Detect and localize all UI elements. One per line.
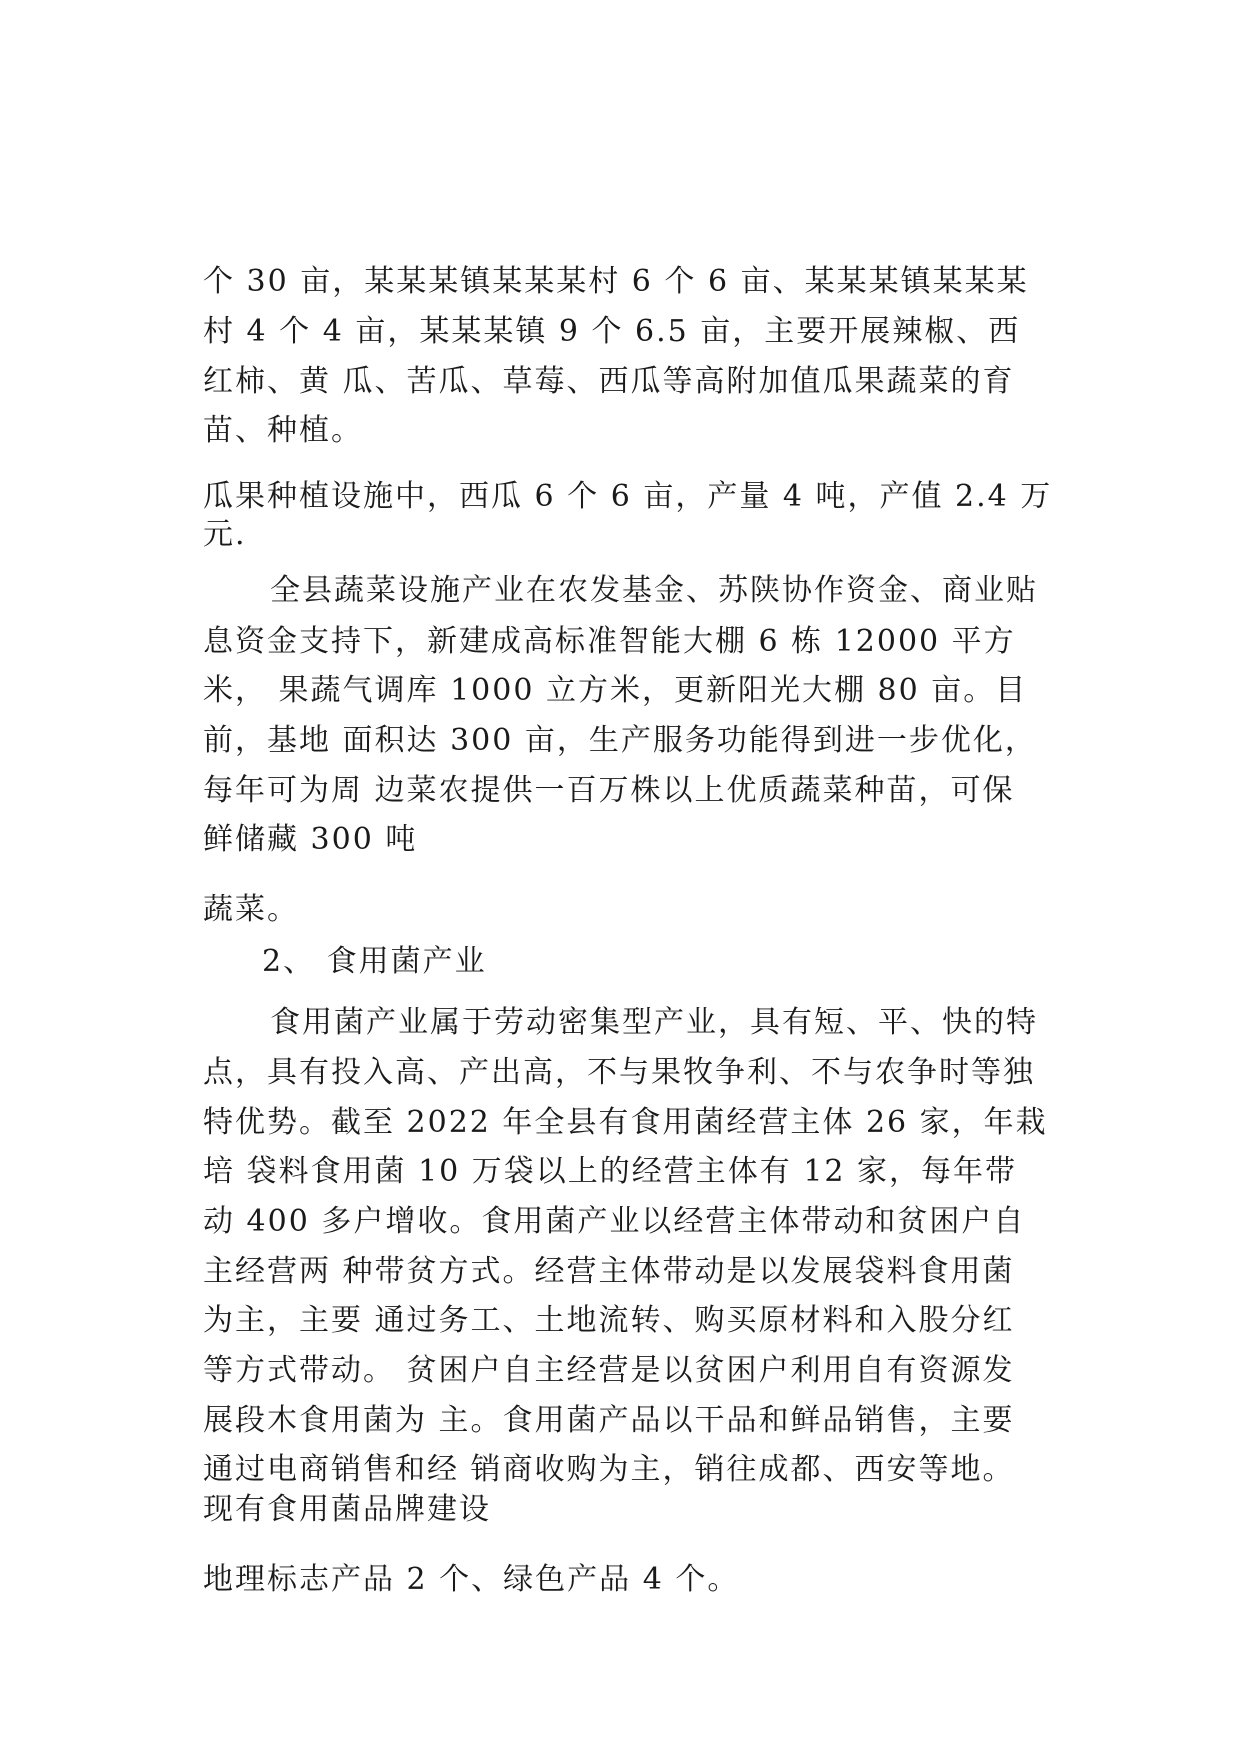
text-line: 苗、种植。 <box>203 413 363 448</box>
text-line: 培 袋料食用菌 10 万袋以上的经营主体有 12 家，每年带 <box>203 1154 1018 1189</box>
text-line: 等方式带动。 贫困户自主经营是以贫困户利用自有资源发 <box>203 1353 1015 1388</box>
text-line: 村 4 个 4 亩，某某某镇 9 个 6.5 亩，主要开展辣椒、西 <box>203 314 1021 349</box>
text-line: 鲜储藏 300 吨 <box>203 822 418 857</box>
text-line: 动 400 多户增收。食用菌产业以经营主体带动和贫困户自 <box>203 1204 1026 1239</box>
text-line: 瓜果种植设施中，西瓜 6 个 6 亩，产量 4 吨，产值 2.4 万 <box>203 479 1053 514</box>
section-heading: 2、 食用菌产业 <box>262 944 487 979</box>
text-line: 展段木食用菌为 主。食用菌产品以干品和鲜品销售，主要 <box>203 1403 1015 1438</box>
text-line: 元. <box>203 517 247 552</box>
text-line: 每年可为周 边菜农提供一百万株以上优质蔬菜种苗，可保 <box>203 773 1015 808</box>
text-line: 为主，主要 通过务工、土地流转、购买原材料和入股分红 <box>203 1303 1015 1338</box>
text-line: 个 30 亩，某某某镇某某某村 6 个 6 亩、某某某镇某某某 <box>203 264 1029 299</box>
text-line: 全县蔬菜设施产业在农发基金、苏陕协作资金、商业贴 <box>270 573 1038 608</box>
text-line: 现有食用菌品牌建设 <box>203 1492 491 1527</box>
text-line: 通过电商销售和经 销商收购为主，销往成都、西安等地。 <box>203 1452 1015 1487</box>
text-line: 特优势。截至 2022 年全县有食用菌经营主体 26 家，年栽 <box>203 1105 1048 1140</box>
text-line: 米， 果蔬气调库 1000 立方米，更新阳光大棚 80 亩。目 <box>203 673 1028 708</box>
text-line: 息资金支持下，新建成高标准智能大棚 6 栋 12000 平方 <box>203 624 1016 659</box>
text-line: 地理标志产品 2 个、绿色产品 4 个。 <box>203 1562 740 1597</box>
text-line: 红柿、黄 瓜、苦瓜、草莓、西瓜等高附加值瓜果蔬菜的育 <box>203 364 1015 399</box>
text-line: 前，基地 面积达 300 亩，生产服务功能得到进一步优化， <box>203 723 1037 758</box>
text-line: 食用菌产业属于劳动密集型产业，具有短、平、快的特 <box>270 1005 1038 1040</box>
text-line: 点，具有投入高、产出高，不与果牧争利、不与农争时等独 <box>203 1055 1035 1090</box>
text-line: 蔬菜。 <box>203 892 299 927</box>
text-line: 主经营两 种带贫方式。经营主体带动是以发展袋料食用菌 <box>203 1254 1015 1289</box>
